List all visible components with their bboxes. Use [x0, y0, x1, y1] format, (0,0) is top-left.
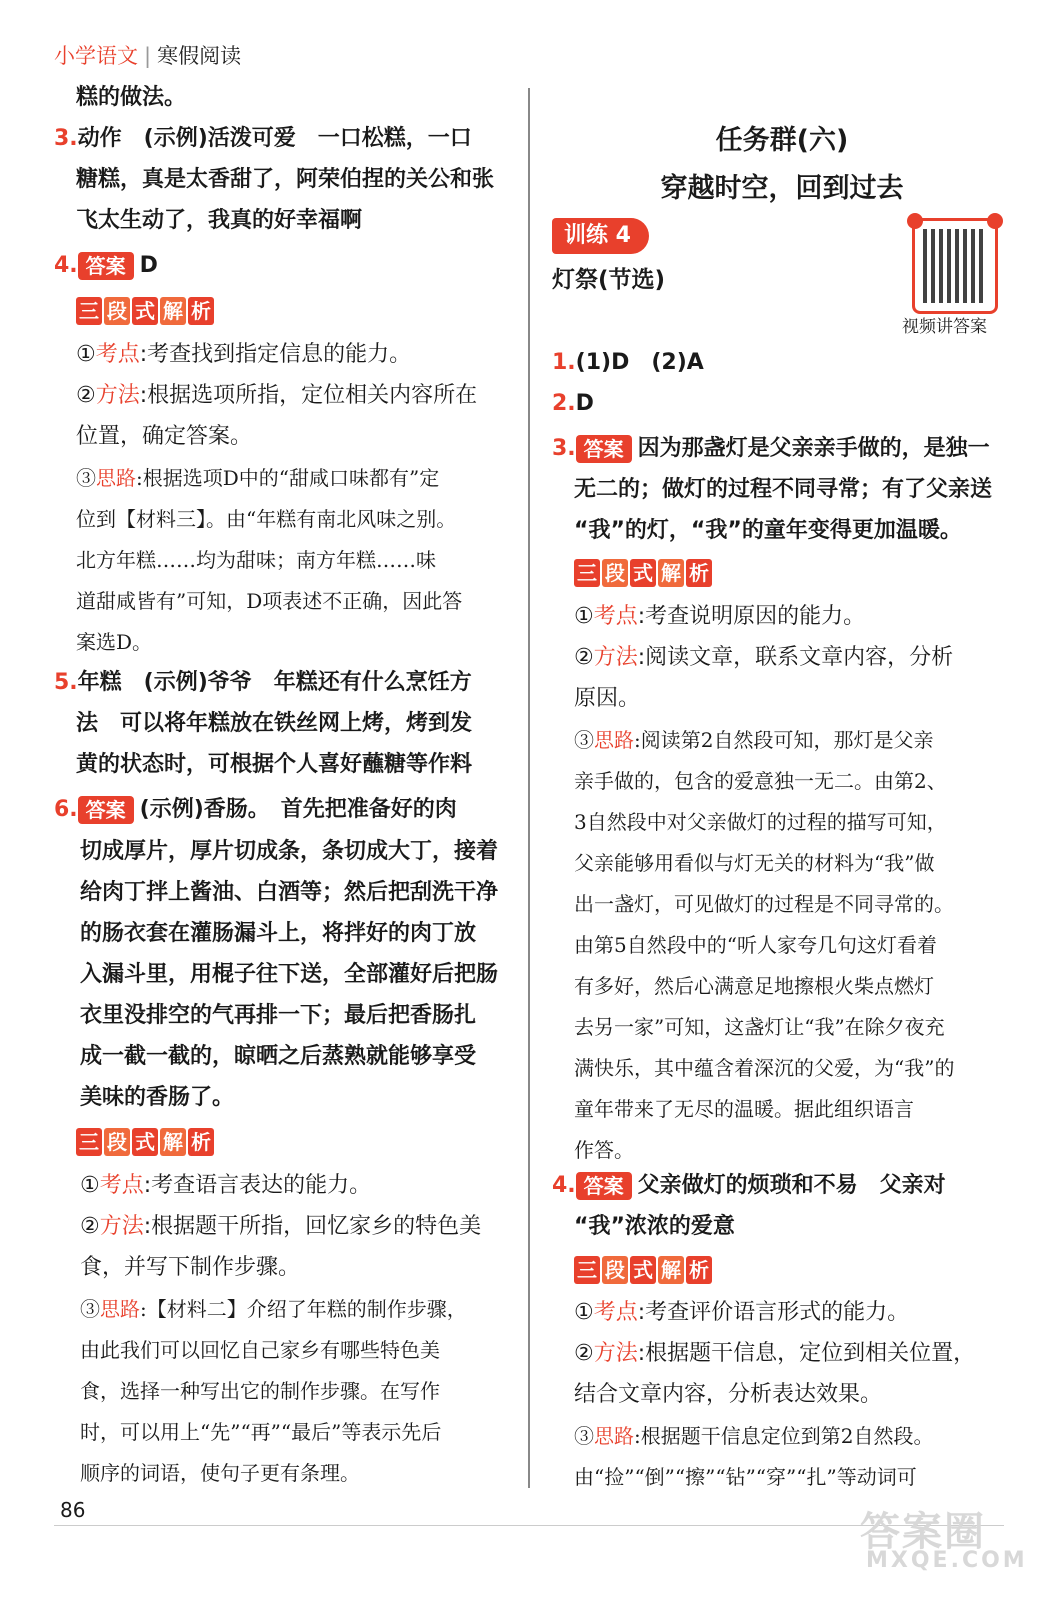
- r-q3-line: “我”的灯，“我”的童年变得更加温暖。: [574, 518, 962, 543]
- r-q1-text: (1)D (2)A: [575, 350, 704, 375]
- kaodian-label: 考点: [593, 604, 638, 629]
- q3-line-1: [54, 119, 472, 159]
- r-q3-kaodian: [574, 597, 865, 637]
- point-mark: ①: [574, 1300, 594, 1325]
- q6-kaodian: [80, 1166, 371, 1206]
- q5-line-2: 法 可以将年糕放在铁丝网上烤，烤到发: [76, 711, 473, 736]
- analysis-char: 式: [630, 1256, 656, 1284]
- qr-ear-right: [987, 213, 1003, 229]
- analysis-char: 析: [686, 559, 712, 587]
- q6-line: 美味的香肠了。: [80, 1085, 235, 1110]
- point-mark: ③: [574, 728, 594, 752]
- task-group-title: 任务群(六): [715, 125, 849, 156]
- fangfa-text: :根据题干信息，定位到相关位置，: [637, 1341, 976, 1366]
- watermark-logo: 答案圈: [860, 1509, 986, 1555]
- answer-badge: 答案: [576, 1172, 632, 1200]
- watermark-url: MXQE.COM: [866, 1548, 1028, 1573]
- fangfa-label: 方法: [593, 1341, 638, 1366]
- point-mark: ②: [574, 1341, 594, 1366]
- header-subject: 小学语文: [54, 44, 138, 68]
- q3-number: 3.: [54, 126, 78, 151]
- point-mark: ①: [574, 604, 594, 629]
- answer-badge: 答案: [78, 796, 134, 824]
- q6-fangfa-cont: 食，并写下制作步骤。: [80, 1255, 301, 1280]
- q6-line: 成一截一截的，晾晒之后蒸熟就能够享受: [80, 1044, 477, 1069]
- fangfa-label: 方法: [593, 645, 638, 670]
- kaodian-text: :考查说明原因的能力。: [637, 604, 866, 629]
- q3-text-1: 动作 (示例)活泼可爱 一口松糕，一口: [77, 126, 472, 151]
- analysis-badge: [76, 1128, 216, 1156]
- r-q4-kaodian: [574, 1293, 909, 1333]
- q5-text-1: 年糕 (示例)爷爷 年糕还有什么烹饪方: [77, 670, 472, 695]
- q6-silu: [80, 1289, 467, 1329]
- analysis-badge: [76, 297, 216, 325]
- r-q3-fangfa: [574, 638, 953, 678]
- q6-silu-line: 由此我们可以回忆自己家乡有哪些特色美: [80, 1338, 440, 1362]
- analysis-char: 式: [630, 559, 656, 587]
- r-q1-number: 1.: [552, 350, 576, 375]
- fangfa-text: :阅读文章，联系文章内容，分析: [637, 645, 954, 670]
- kaodian-text: :考查评价语言形式的能力。: [637, 1300, 910, 1325]
- answer-badge: 答案: [576, 435, 632, 463]
- fangfa-text: :根据题干所指，回忆家乡的特色美: [143, 1214, 482, 1239]
- analysis-char: 析: [188, 1128, 214, 1156]
- silu-label: 思路: [594, 728, 634, 752]
- column-divider: [528, 88, 530, 1488]
- kaodian-label: 考点: [95, 342, 140, 367]
- point-mark: ②: [80, 1214, 100, 1239]
- silu-text: :阅读第2自然段可知，那灯是父亲: [634, 728, 934, 752]
- q6-line: 的肠衣套在灌肠漏斗上，将拌好的肉丁放: [80, 921, 477, 946]
- fangfa-label: 方法: [99, 1214, 144, 1239]
- r-q3-first: 因为那盏灯是父亲亲手做的，是独一: [637, 436, 990, 461]
- analysis-char: 解: [658, 1256, 684, 1284]
- q6-line-1: [54, 790, 457, 830]
- article-title: 灯祭(节选): [552, 267, 666, 293]
- r-q3-fangfa-cont: 原因。: [574, 686, 641, 711]
- page-header: [54, 40, 241, 70]
- fangfa-text: :根据选项所指，定位相关内容所在: [139, 383, 478, 408]
- q3-line-3: 飞太生动了，我真的好幸福啊: [76, 208, 363, 233]
- point-mark: ③: [574, 1424, 594, 1448]
- kaodian-label: 考点: [99, 1173, 144, 1198]
- q5-line-1: [54, 663, 472, 703]
- r-q4-line-1: [552, 1166, 946, 1206]
- r-q3-silu-line: 出一盏灯，可见做灯的过程是不同寻常的。: [574, 892, 954, 916]
- q4-silu-line: 位到【材料三】。由“年糕有南北风味之别。: [76, 507, 457, 531]
- r-q4-line: “我”浓浓的爱意: [574, 1214, 735, 1239]
- r-q3-silu-line: 童年带来了无尽的温暖。据此组织语言: [574, 1097, 914, 1121]
- analysis-char: 解: [160, 297, 186, 325]
- analysis-char: 三: [574, 1256, 600, 1284]
- point-mark: ①: [80, 1173, 100, 1198]
- q6-line: 衣里没排空的气再排一下；最后把香肠扎: [80, 1003, 477, 1028]
- silu-label: 思路: [96, 466, 136, 490]
- silu-label: 思路: [594, 1424, 634, 1448]
- analysis-char: 三: [76, 1128, 102, 1156]
- header-separator: |: [144, 44, 152, 68]
- q4-silu-line: 北方年糕……均为甜味；南方年糕……味: [76, 548, 436, 572]
- qr-code[interactable]: [912, 218, 998, 314]
- training-badge: 训练 4: [552, 218, 649, 254]
- analysis-char: 三: [574, 559, 600, 587]
- r-q3-number: 3.: [552, 436, 576, 461]
- page-number: 86: [60, 1498, 86, 1522]
- r-q4-silu: [574, 1416, 933, 1456]
- silu-text: :根据题干信息定位到第2自然段。: [634, 1424, 934, 1448]
- analysis-char: 解: [160, 1128, 186, 1156]
- r-q3-silu-line: 3自然段中对父亲做灯的过程的描写可知，: [574, 810, 947, 834]
- r-q2: [552, 384, 594, 424]
- kaodian-text: :考查语言表达的能力。: [143, 1173, 372, 1198]
- r-q2-text: D: [575, 391, 594, 416]
- q5-line-3: 黄的状态时，可根据个人喜好蘸糖等作料: [76, 752, 473, 777]
- r-q3-silu-line: 亲手做的，包含的爱意独一无二。由第2、: [574, 769, 947, 793]
- q4-fangfa: [76, 376, 477, 416]
- q6-line: 入漏斗里，用棍子往下送，全部灌好后把肠: [80, 962, 499, 987]
- qr-ear-left: [907, 213, 923, 229]
- qr-code-icon: [923, 229, 987, 303]
- r-q1: [552, 343, 704, 383]
- point-mark: ③: [76, 466, 96, 490]
- point-mark: ②: [574, 645, 594, 670]
- analysis-char: 段: [602, 559, 628, 587]
- q6-line: 切成厚片，厚片切成条，条切成大丁，接着: [80, 839, 499, 864]
- q5-number: 5.: [54, 670, 78, 695]
- kaodian-text: :考查找到指定信息的能力。: [139, 342, 412, 367]
- analysis-char: 段: [104, 1128, 130, 1156]
- r-q3-silu-line: 有多好，然后心满意足地擦根火柴点燃灯: [574, 974, 934, 998]
- analysis-badge: [574, 1256, 714, 1284]
- r-q2-number: 2.: [552, 391, 576, 416]
- q4-kaodian: [76, 335, 411, 375]
- analysis-char: 解: [658, 559, 684, 587]
- q6-fangfa: [80, 1207, 481, 1247]
- qr-label: 视频讲答案: [902, 317, 987, 337]
- point-mark: ③: [80, 1297, 100, 1321]
- q4-silu-line: 道甜咸皆有”可知，D项表述不正确，因此答: [76, 589, 463, 613]
- r-q3-silu-line: 作答。: [574, 1138, 634, 1162]
- q6-line: 给肉丁拌上酱油、白酒等；然后把刮洗干净: [80, 880, 499, 905]
- kaodian-label: 考点: [593, 1300, 638, 1325]
- r-q3-silu-line: 由第5自然段中的“听人家夸几句这灯看着: [574, 933, 937, 957]
- q4-silu: [76, 458, 439, 498]
- q6-silu-line: 食，选择一种写出它的制作步骤。在写作: [80, 1379, 440, 1403]
- r-q4-fangfa-cont: 结合文章内容，分析表达效果。: [574, 1382, 883, 1407]
- q4-silu-line: 案选D。: [76, 630, 153, 654]
- r-q3-silu-line: 去另一家”可知，这盏灯让“我”在除夕夜充: [574, 1015, 945, 1039]
- analysis-char: 段: [602, 1256, 628, 1284]
- silu-text: :根据选项D中的“甜咸口味都有”定: [136, 466, 440, 490]
- r-q4-first: 父亲做灯的烦琐和不易 父亲对: [637, 1173, 946, 1198]
- analysis-char: 三: [76, 297, 102, 325]
- q6-silu-line: 时，可以用上“先”“再”“最后”等表示先后: [80, 1420, 442, 1444]
- point-mark: ②: [76, 383, 96, 408]
- q4-fangfa-cont: 位置，确定答案。: [76, 424, 253, 449]
- q4-number: 4.: [54, 253, 78, 278]
- q4-answer: D: [139, 253, 158, 278]
- q6-number: 6.: [54, 797, 78, 822]
- q3-line-2: 糖糕，真是太香甜了，阿荣伯捏的关公和张: [76, 167, 495, 192]
- point-mark: ①: [76, 342, 96, 367]
- r-q3-silu-line: 父亲能够用看似与灯无关的材料为“我”做: [574, 851, 935, 875]
- q6-silu-line: 顺序的词语，使句子更有条理。: [80, 1461, 360, 1485]
- r-q3-silu: [574, 720, 933, 760]
- continuation-line: 糕的做法。: [76, 85, 187, 110]
- q6-first: (示例)香肠。 首先把准备好的肉: [139, 797, 457, 822]
- header-book: 寒假阅读: [157, 44, 242, 68]
- r-q3-line-1: [552, 429, 990, 469]
- r-q3-silu-line: 满快乐，其中蕴含着深沉的父爱，为“我”的: [574, 1056, 955, 1080]
- r-q4-fangfa: [574, 1334, 975, 1374]
- r-q4-number: 4.: [552, 1173, 576, 1198]
- analysis-char: 析: [686, 1256, 712, 1284]
- q4-line-1: [54, 246, 158, 286]
- r-q3-line: 无二的；做灯的过程不同寻常；有了父亲送: [574, 477, 993, 502]
- fangfa-label: 方法: [95, 383, 140, 408]
- task-group-subtitle: 穿越时空，回到过去: [660, 173, 904, 204]
- silu-label: 思路: [100, 1297, 140, 1321]
- answer-badge: 答案: [78, 252, 134, 280]
- analysis-char: 段: [104, 297, 130, 325]
- analysis-char: 析: [188, 297, 214, 325]
- r-q4-silu-line: 由“捡”“倒”“擦”“钻”“穿”“扎”等动词可: [574, 1465, 917, 1489]
- analysis-char: 式: [132, 1128, 158, 1156]
- analysis-char: 式: [132, 297, 158, 325]
- silu-text: :【材料二】介绍了年糕的制作步骤，: [140, 1297, 467, 1321]
- analysis-badge: [574, 559, 714, 587]
